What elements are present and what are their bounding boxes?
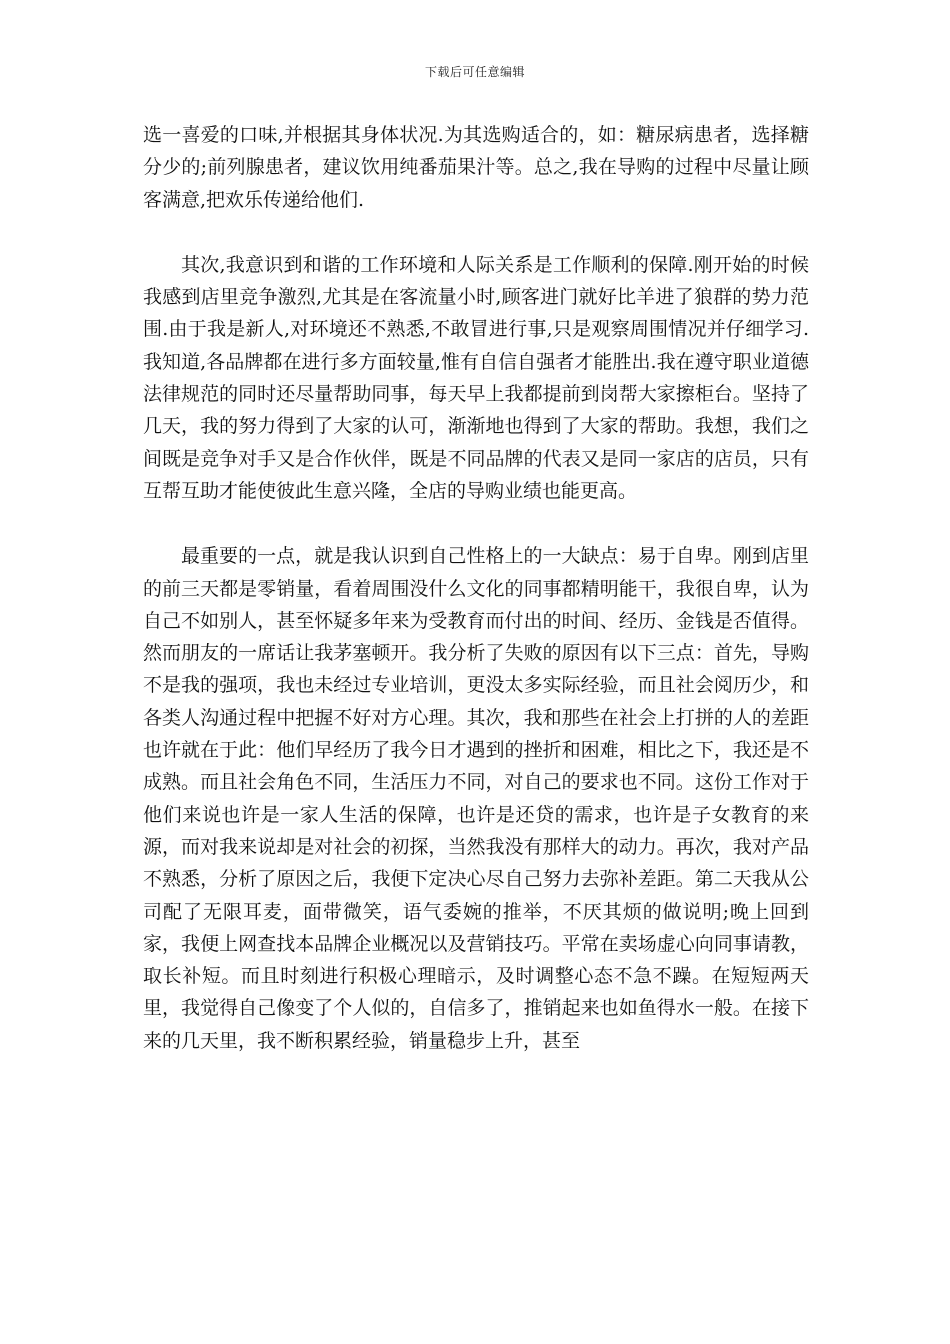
paragraph-3: 最重要的一点，就是我认识到自己性格上的一大缺点：易于自卑。刚到店里的前三天都是零销量，看着周围没什么文化的同事都精明能干，我很自卑，认为自己不如别人，甚至怀疑多年来为受教育而付出的时间、经历、金钱是否值得。然而朋友的一席话让我茅塞顿开。我分析了失败的原因有以下三点：首先，导购不是我的强项，我也未经过专业培训，更没太多实际经验，而且社会阅历少，和各类人沟通过程中把握不好对方心理。其次，我和那些在社会上打拼的人的差距也许就在于此：他们早经历了我今日才遇到的挫折和困难，相比之下，我还是不成熟。而且社会角色不同，生活压力不同，对自己的要求也不同。这份工作对于他们来说也许是一家人生活的保障，也许是还贷的需求，也许是子女教育的来源，而对我来说却是对社会的初探，当然我没有那样大的动力。再次，我对产品不熟悉，分析了原因之后，我便下定决心尽自己努力去弥补差距。第二天我从公司配了无限耳麦，面带微笑，语气委婉的推举，不厌其烦的做说明;晚上回到家，我便上网查找本品牌企业概况以及营销技巧。平常在卖场虚心向同事请教，取长补短。而且时刻进行积极心理暗示，及时调整心态不急不躁。在短短两天里，我觉得自己像变了个人似的，自信多了，推销起来也如鱼得水一般。在接下来的几天里，我不断积累经验，销量稳步上升，甚至 (143, 545, 809, 1052)
paragraph-1: 选一喜爱的口味,并根据其身体状况.为其选购适合的，如：糖尿病患者，选择糖分少的;前列腺患者，建议饮用纯番茄果汁等。总之,我在导购的过程中尽量让顾客满意,把欢乐传递给他们. (143, 124, 809, 211)
page-header: 下载后可任意编辑 (424, 65, 525, 79)
document-body (143, 119, 809, 1057)
paragraph-2: 其次,我意识到和谐的工作环境和人际关系是工作顺利的保障.刚开始的时候我感到店里竞争激烈,尤其是在客流量小时,顾客进门就好比羊进了狼群的势力范围.由于我是新人,对环境还不熟悉,不敢冒进行事,只是观察周围情况并仔细学习.我知道,各品牌都在进行多方面较量,惟有自信自强者才能胜出.我在遵守职业道德法律规范的同时还尽量帮助同事，每天早上我都提前到岗帮大家擦柜台。坚持了几天，我的努力得到了大家的认可，渐渐地也得到了大家的帮助。我想，我们之间既是竞争对手又是合作伙伴，既是不同品牌的代表又是同一家店的店员，只有互帮互助才能使彼此生意兴隆，全店的导购业绩也能更高。 (143, 253, 809, 502)
